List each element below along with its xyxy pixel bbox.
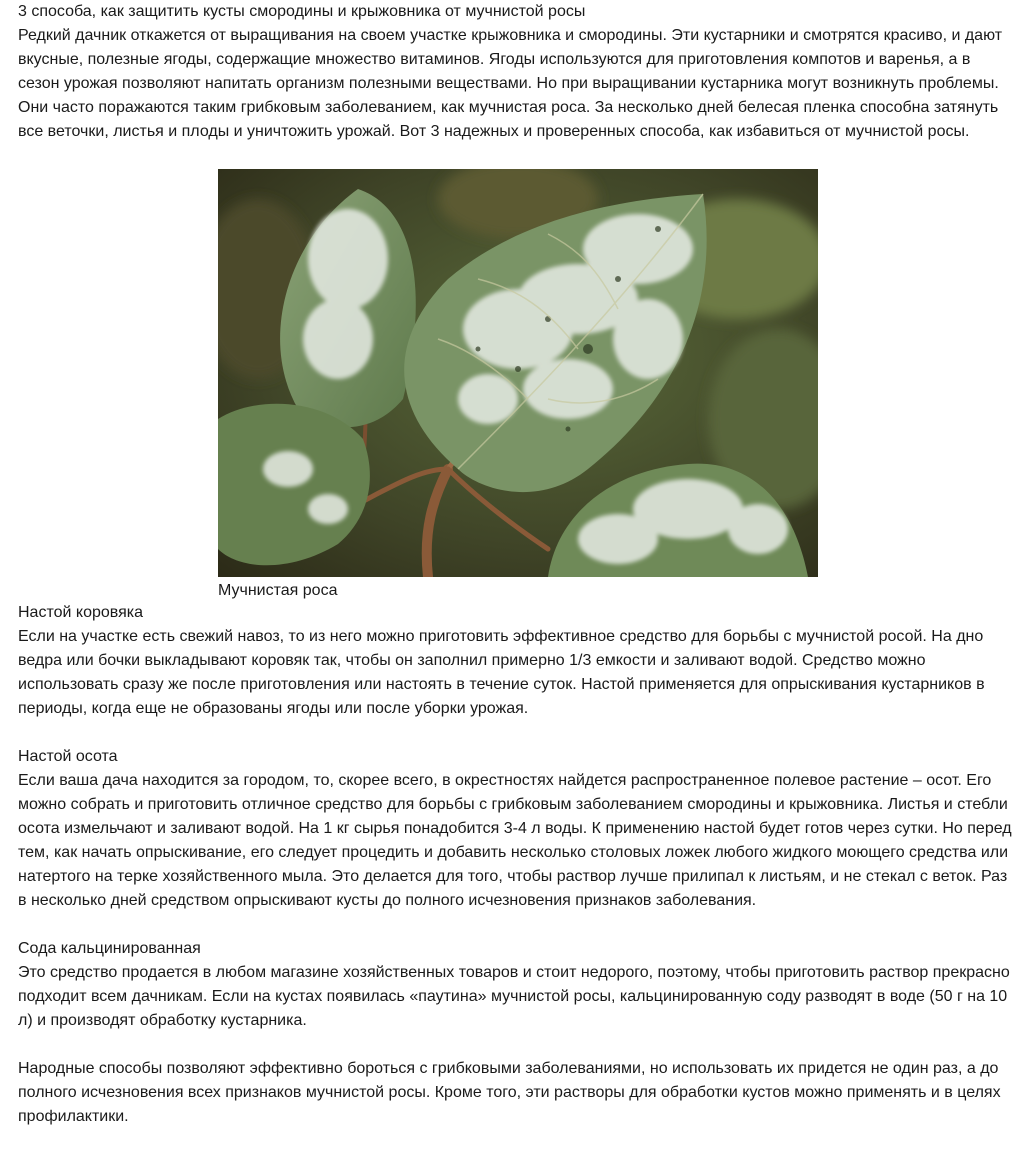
article-title: 3 способа, как защитить кусты смородины и крыжовника от мучнистой росы — [18, 3, 586, 20]
image-caption: Мучнистая роса — [218, 582, 338, 599]
conclusion-paragraph: Народные способы позволяют эффективно бороться с грибковыми заболеваниями, но использовать их придется не один раз, а до полного исчезновения всех признаков мучнистой росы. Кроме того, эти растворы для обработки кустов можно применять и в целях профилактики. — [18, 1060, 1001, 1125]
spacer — [18, 913, 1014, 937]
intro-paragraph: Редкий дачник откажется от выращивания на своем участке крыжовника и смородины. Эти кустарники и смотрятся красиво, и дают вкусные, полезные ягоды, содержащие множество витаминов. Ягоды используются для приготовления компотов и варенья, а в сезон урожая позволяют напитать организм полезными веществами. Но при выращивании кустарника могут возникнуть проблемы. Они часто поражаются таким грибковым заболеванием, как мучнистая роса. За несколько дней белесая пленка способна затянуть все веточки, листья и плоды и уничтожить урожай. Вот 3 надежных и проверенных способа, как избавиться от мучнистой росы. — [18, 27, 1003, 140]
article — [18, 0, 1014, 1129]
spacer — [18, 1033, 1014, 1057]
section-text-soda: Это средство продается в любом магазине хозяйственных товаров и стоит недорого, поэтому, чтобы приготовить раствор прекрасно подходит всем дачникам. Если на кустах появилась «паутина» мучнистой росы, кальцинированную соду разводят в воде (50 г на 10 л) и производят обработку кустарника. — [18, 964, 1010, 1029]
powdery-mildew-photo — [218, 169, 818, 577]
section-heading-thistle: Настой осота — [18, 748, 118, 765]
section-text-thistle: Если ваша дача находится за городом, то, скорее всего, в окрестностях найдется распространенное полевое растение – осот. Его можно собрать и приготовить отличное средство для борьбы с грибковым заболеванием смородины и крыжовника. Листья и стебли осота измельчают и заливают водой. На 1 кг сырья понадобится 3-4 л воды. К применению настой будет готов через сутки. Но перед тем, как начать опрыскивание, его следует процедить и добавить несколько столовых ложек любого жидкого моющего средства или натертого на терке хозяйственного мыла. Это делается для того, чтобы раствор лучше прилипал к листьям, и не стекал с веток. Раз в несколько дней средством опрыскивают кусты до полного исчезновения признаков заболевания. — [18, 772, 1012, 909]
section-text-cow-manure: Если на участке есть свежий навоз, то из него можно приготовить эффективное средство для борьбы с мучнистой росой. На дно ведра или бочки выкладывают коровяк так, чтобы он заполнил примерно 1/3 емкости и заливают водой. Средство можно использовать сразу же после приготовления или настоять в течение суток. Настой применяется для опрыскивания кустарников в периоды, когда еще не образованы ягоды или после уборки урожая. — [18, 628, 985, 717]
section-heading-cow-manure: Настой коровяка — [18, 604, 143, 621]
figure — [18, 169, 1014, 601]
spacer — [18, 721, 1014, 745]
section-heading-soda: Сода кальцинированная — [18, 940, 201, 957]
